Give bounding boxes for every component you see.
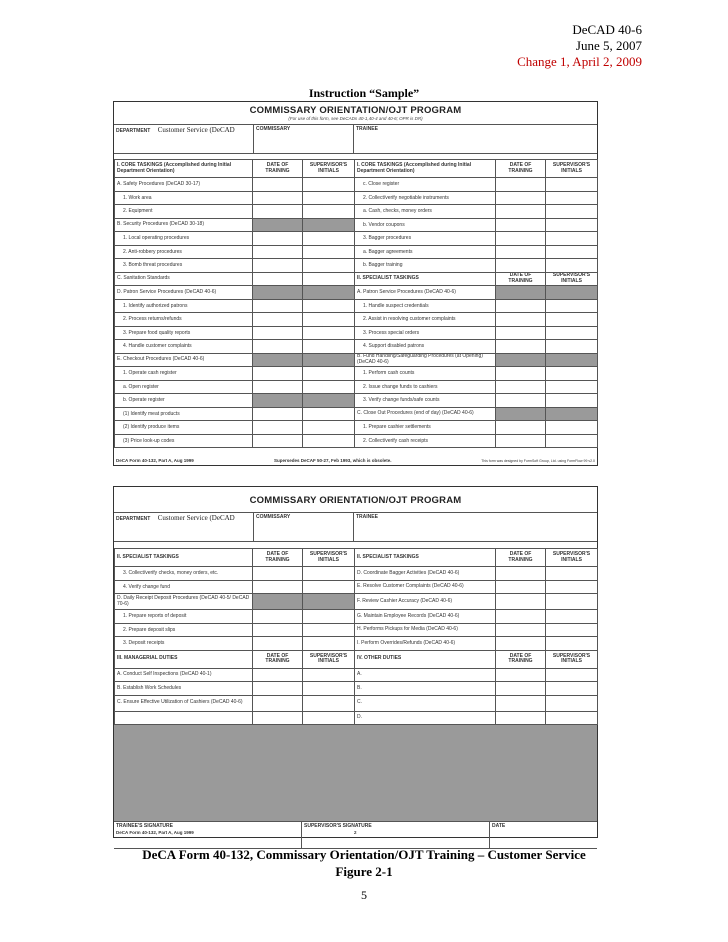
initials-cell <box>546 407 598 421</box>
date-cell[interactable] <box>253 313 303 327</box>
form2-header-row <box>115 549 598 567</box>
date-cell[interactable] <box>496 610 546 624</box>
date-cell[interactable] <box>496 421 546 435</box>
task-label: 2. Anti-robbery procedures <box>115 245 253 259</box>
col-sup-header: SUPERVISOR'S INITIALS <box>546 549 598 567</box>
col-sup-header: SUPERVISOR'S INITIALS <box>303 160 355 178</box>
table-row <box>115 326 598 340</box>
initials-cell[interactable] <box>303 421 355 435</box>
initials-cell[interactable] <box>546 711 598 725</box>
form1-right-header: I. CORE TASKINGS (Accomplished during Initial Department Orientation) <box>355 160 496 178</box>
date-cell[interactable] <box>496 340 546 354</box>
date-cell[interactable] <box>496 299 546 313</box>
task-label: C. <box>355 695 496 711</box>
date-cell[interactable] <box>253 299 303 313</box>
form2-footer-page: 2 <box>354 830 357 835</box>
task-label: 3. Collect/verify checks, money orders, etc. <box>115 567 253 581</box>
initials-cell[interactable] <box>546 191 598 205</box>
date-cell[interactable] <box>253 326 303 340</box>
form2-department-field[interactable] <box>114 513 254 541</box>
date-cell <box>496 407 546 421</box>
task-label <box>115 711 253 725</box>
date-cell <box>496 286 546 300</box>
task-label: 3. Verify change funds/safe counts <box>355 394 496 408</box>
task-label: 1. Work area <box>115 191 253 205</box>
task-label: F. Review Cashier Accuracy (DeCAD 40-6) <box>355 594 496 610</box>
date-cell <box>253 594 303 610</box>
task-label: c. Close register <box>355 178 496 192</box>
initials-cell[interactable] <box>303 434 355 448</box>
initials-cell[interactable] <box>303 407 355 421</box>
date-cell[interactable] <box>496 367 546 381</box>
task-label: B. Establish Work Schedules <box>115 682 253 696</box>
form2-trainee-field[interactable] <box>354 513 597 541</box>
date-cell[interactable] <box>253 421 303 435</box>
table-row <box>115 259 598 273</box>
col-date-header: DATE OF TRAINING <box>496 549 546 567</box>
date-cell[interactable] <box>253 434 303 448</box>
table-row <box>115 218 598 232</box>
table-row <box>115 286 598 300</box>
col-sup-header: SUPERVISOR'S INITIALS <box>303 549 355 567</box>
date-cell[interactable] <box>253 711 303 725</box>
initials-cell[interactable] <box>303 567 355 581</box>
table-row <box>115 272 598 286</box>
initials-cell[interactable] <box>546 637 598 651</box>
date-cell <box>496 353 546 367</box>
date-cell[interactable] <box>496 205 546 219</box>
date-cell[interactable] <box>496 637 546 651</box>
supervisor-signature-label: SUPERVISOR'S SIGNATURE <box>304 823 372 829</box>
form1-left-header: I. CORE TASKINGS (Accomplished during Initial Department Orientation) <box>115 160 253 178</box>
initials-cell[interactable] <box>303 610 355 624</box>
initials-cell[interactable] <box>303 695 355 711</box>
task-label: 2. Collect/verify negotiable instruments <box>355 191 496 205</box>
other-duties-header: IV. OTHER DUTIES <box>355 650 496 668</box>
task-label: A. Safety Procedures (DeCAD 30-17) <box>115 178 253 192</box>
task-label: H. Performs Pickups for Media (DeCAD 40-6) <box>355 623 496 637</box>
date-cell[interactable] <box>253 407 303 421</box>
initials-cell[interactable] <box>546 580 598 594</box>
date-cell[interactable] <box>496 313 546 327</box>
initials-cell[interactable] <box>303 682 355 696</box>
initials-cell[interactable] <box>546 623 598 637</box>
table-row <box>115 367 598 381</box>
form1-footer-mid: Supersedes DeCAF 50-27, Feb 1993, which is obsolete. <box>274 458 392 463</box>
initials-cell[interactable] <box>546 695 598 711</box>
initials-cell[interactable] <box>546 245 598 259</box>
task-label: D. Patron Service Procedures (DeCAD 40-6) <box>115 286 253 300</box>
date-cell[interactable] <box>496 434 546 448</box>
initials-cell[interactable] <box>303 272 355 286</box>
date-label: DATE <box>492 823 506 829</box>
doc-date: June 5, 2007 <box>575 38 642 53</box>
table-row <box>115 682 598 696</box>
initials-cell[interactable] <box>546 380 598 394</box>
task-label: 4. Verify change fund <box>115 580 253 594</box>
initials-cell[interactable] <box>546 205 598 219</box>
date-cell[interactable] <box>496 668 546 682</box>
task-label: G. Maintain Employee Records (DeCAD 40-6) <box>355 610 496 624</box>
task-label: A. Conduct Self Inspections (DeCAD 40-1) <box>115 668 253 682</box>
initials-cell[interactable] <box>303 205 355 219</box>
task-label: 2. Equipment <box>115 205 253 219</box>
task-label: E. Resolve Customer Complaints (DeCAD 40-6) <box>355 580 496 594</box>
form2-footer-left: DeCA Form 40-132, Part A, Aug 1999 <box>116 830 194 835</box>
department-value: Customer Service (DeCAD <box>157 126 235 134</box>
caption-line-1: DeCA Form 40-132, Commissary Orientation/OJT Training – Customer Service <box>142 847 586 862</box>
col-sup-header: SUPERVISOR'S INITIALS <box>546 272 598 286</box>
date-cell[interactable] <box>253 682 303 696</box>
task-label: B. Security Procedures (DeCAD 30-18) <box>115 218 253 232</box>
col-sup-header: SUPERVISOR'S INITIALS <box>546 650 598 668</box>
doc-change: Change 1, April 2, 2009 <box>517 54 642 69</box>
task-label: a. Cash, checks, money orders <box>355 205 496 219</box>
task-label: a. Bagger agreements <box>355 245 496 259</box>
initials-cell <box>303 218 355 232</box>
initials-cell <box>546 353 598 367</box>
trainee-label: TRAINEE <box>356 126 378 132</box>
table-row <box>115 567 598 581</box>
table-row <box>115 191 598 205</box>
initials-cell[interactable] <box>546 594 598 610</box>
initials-cell[interactable] <box>303 340 355 354</box>
initials-cell[interactable] <box>303 326 355 340</box>
initials-cell <box>303 594 355 610</box>
date-cell[interactable] <box>253 205 303 219</box>
table-row <box>115 434 598 448</box>
form2-commissary-field[interactable] <box>254 513 354 541</box>
task-label: 2. Issue change funds to cashiers <box>355 380 496 394</box>
task-label: b. Bagger training <box>355 259 496 273</box>
task-label: C. Sanitation Standards <box>115 272 253 286</box>
initials-cell[interactable] <box>303 232 355 246</box>
date-cell[interactable] <box>496 594 546 610</box>
date-cell[interactable] <box>253 695 303 711</box>
table-row <box>115 594 598 610</box>
date-cell[interactable] <box>253 637 303 651</box>
date-cell[interactable] <box>496 695 546 711</box>
date-cell[interactable] <box>253 340 303 354</box>
table-row <box>115 313 598 327</box>
initials-cell[interactable] <box>303 711 355 725</box>
task-label: 1. Operate cash register <box>115 367 253 381</box>
initials-cell[interactable] <box>303 623 355 637</box>
initials-cell[interactable] <box>546 567 598 581</box>
col-date-header: DATE OF TRAINING <box>496 272 546 286</box>
initials-cell[interactable] <box>303 245 355 259</box>
task-label: D. Coordinate Bagger Activities (DeCAD 40-6) <box>355 567 496 581</box>
date-cell[interactable] <box>496 711 546 725</box>
date-cell[interactable] <box>496 682 546 696</box>
figure-caption <box>0 846 728 880</box>
date-cell[interactable] <box>253 245 303 259</box>
form2-shaded-block <box>114 725 597 822</box>
task-label: 3. Prepare food quality reports <box>115 326 253 340</box>
commissary-label: COMMISSARY <box>256 126 291 132</box>
task-label: E. Checkout Procedures (DeCAD 40-6) <box>115 353 253 367</box>
supervisor-signature-field[interactable] <box>302 822 490 848</box>
date-cell[interactable] <box>496 394 546 408</box>
department-label: DEPARTMENT <box>116 128 151 134</box>
date-cell <box>253 286 303 300</box>
initials-cell[interactable] <box>303 580 355 594</box>
date-cell[interactable] <box>496 326 546 340</box>
department-value: Customer Service (DeCAD <box>157 514 235 522</box>
table-row <box>115 711 598 725</box>
table-row <box>115 394 598 408</box>
initials-cell[interactable] <box>546 434 598 448</box>
initials-cell[interactable] <box>546 259 598 273</box>
date-cell[interactable] <box>253 610 303 624</box>
task-label: 2. Assist in resolving customer complaints <box>355 313 496 327</box>
table-row <box>115 380 598 394</box>
date-cell[interactable] <box>496 259 546 273</box>
form2-signature-row <box>114 822 597 849</box>
initials-cell <box>303 353 355 367</box>
date-cell[interactable] <box>253 191 303 205</box>
task-label: b. Operate register <box>115 394 253 408</box>
initials-cell <box>303 286 355 300</box>
initials-cell[interactable] <box>546 682 598 696</box>
date-cell[interactable] <box>496 623 546 637</box>
task-label: 3. Bagger procedures <box>355 232 496 246</box>
date-cell[interactable] <box>496 218 546 232</box>
table-row <box>115 205 598 219</box>
initials-cell[interactable] <box>546 218 598 232</box>
col-date-header: DATE OF TRAINING <box>253 549 303 567</box>
initials-cell[interactable] <box>546 313 598 327</box>
task-label: (2) Identify produce items <box>115 421 253 435</box>
task-label: a. Open register <box>115 380 253 394</box>
date-cell[interactable] <box>496 178 546 192</box>
trainee-signature-label: TRAINEE'S SIGNATURE <box>116 823 173 829</box>
initials-cell[interactable] <box>303 367 355 381</box>
form2-left-header: II. SPECIALIST TASKINGS <box>115 549 253 567</box>
task-label: I. Perform Overrides/Refunds (DeCAD 40-6) <box>355 637 496 651</box>
form2-title: COMMISSARY ORIENTATION/OJT PROGRAM <box>249 495 462 506</box>
table-row <box>115 580 598 594</box>
task-label: 2. Process returns/refunds <box>115 313 253 327</box>
caption-line-2: Figure 2-1 <box>335 864 393 879</box>
initials-cell <box>546 286 598 300</box>
page-number: 5 <box>361 888 367 902</box>
table-row <box>115 637 598 651</box>
task-label: 4. Handle customer complaints <box>115 340 253 354</box>
table-row <box>115 245 598 259</box>
task-label: 1. Perform cash counts <box>355 367 496 381</box>
date-field[interactable] <box>490 822 597 848</box>
form1-department-field[interactable] <box>114 125 254 153</box>
initials-cell[interactable] <box>546 610 598 624</box>
task-label: 3. Deposit receipts <box>115 637 253 651</box>
date-cell[interactable] <box>496 580 546 594</box>
doc-id: DeCAD 40-6 <box>572 22 642 37</box>
table-row <box>115 610 598 624</box>
initials-cell <box>303 394 355 408</box>
sample-title: Instruction “Sample” <box>308 86 420 100</box>
col-sup-header: SUPERVISOR'S INITIALS <box>303 650 355 668</box>
commissary-label: COMMISSARY <box>256 514 291 520</box>
task-label: 1. Handle suspect credentials <box>355 299 496 313</box>
task-label: (1) Identify meat products <box>115 407 253 421</box>
task-label: 2. Prepare deposit slips <box>115 623 253 637</box>
task-label: C. Close Out Procedures (end of day) (DeCAD 40-6) <box>355 407 496 421</box>
form1-trainee-field[interactable] <box>354 125 597 153</box>
table-row <box>115 407 598 421</box>
initials-cell[interactable] <box>546 326 598 340</box>
col-date-header: DATE OF TRAINING <box>253 160 303 178</box>
date-cell[interactable] <box>496 245 546 259</box>
task-label: 3. Process special orders <box>355 326 496 340</box>
col-date-header: DATE OF TRAINING <box>496 650 546 668</box>
form2-right-header: II. SPECIALIST TASKINGS <box>355 549 496 567</box>
initials-cell[interactable] <box>546 394 598 408</box>
form1-footer-left: DeCA Form 40-132, Part A, Aug 1999 <box>116 458 194 463</box>
initials-cell[interactable] <box>546 178 598 192</box>
date-cell[interactable] <box>496 232 546 246</box>
initials-cell[interactable] <box>303 178 355 192</box>
col-date-header: DATE OF TRAINING <box>496 160 546 178</box>
task-label: D. Daily Receipt Deposit Procedures (DeCAD 40-5/ DeCAD 70-6) <box>115 594 253 610</box>
table-row <box>115 299 598 313</box>
table-row <box>115 340 598 354</box>
task-label: b. Vendor coupons <box>355 218 496 232</box>
initials-cell[interactable] <box>303 637 355 651</box>
date-cell[interactable] <box>253 567 303 581</box>
initials-cell[interactable] <box>303 259 355 273</box>
trainee-label: TRAINEE <box>356 514 378 520</box>
date-cell[interactable] <box>253 272 303 286</box>
initials-cell[interactable] <box>303 191 355 205</box>
initials-cell[interactable] <box>303 299 355 313</box>
form1-title: COMMISSARY ORIENTATION/OJT PROGRAM <box>249 105 462 116</box>
task-label: 1. Prepare reports of deposit <box>115 610 253 624</box>
form2-header-row-2 <box>115 650 598 668</box>
table-row <box>115 623 598 637</box>
date-cell[interactable] <box>253 259 303 273</box>
date-cell[interactable] <box>496 191 546 205</box>
table-row <box>115 232 598 246</box>
form-page-1 <box>113 101 598 466</box>
date-cell <box>253 394 303 408</box>
department-label: DEPARTMENT <box>116 516 151 522</box>
col-sup-header: SUPERVISOR'S INITIALS <box>546 160 598 178</box>
table-row <box>115 695 598 711</box>
table-row <box>115 668 598 682</box>
initials-cell[interactable] <box>546 232 598 246</box>
task-label: A. <box>355 668 496 682</box>
task-label: C. Ensure Effective Utilization of Cashiers (DeCAD 40-6) <box>115 695 253 711</box>
task-label: 2. Collect/verify cash receipts <box>355 434 496 448</box>
form1-subtitle: (For use of this form, see DeCADs 40-1,40-4 and 40-6; OPR is DR) <box>288 116 423 121</box>
task-label: 1. Prepare cashier settlements <box>355 421 496 435</box>
task-label: B. Fund Handling/Safeguarding Procedures (at Opening) (DeCAD 40-6) <box>355 353 496 367</box>
date-cell[interactable] <box>253 580 303 594</box>
initials-cell[interactable] <box>546 367 598 381</box>
form1-info-row <box>114 124 597 154</box>
initials-cell[interactable] <box>546 668 598 682</box>
form2-info-row <box>114 512 597 542</box>
form1-table <box>114 159 598 448</box>
initials-cell[interactable] <box>546 299 598 313</box>
table-row <box>115 353 598 367</box>
initials-cell[interactable] <box>303 313 355 327</box>
form1-commissary-field[interactable] <box>254 125 354 153</box>
managerial-header: III. MANAGERIAL DUTIES <box>115 650 253 668</box>
task-label: 1. Identify authorized patrons <box>115 299 253 313</box>
date-cell <box>253 218 303 232</box>
date-cell <box>253 353 303 367</box>
date-cell[interactable] <box>253 232 303 246</box>
task-label: D. <box>355 711 496 725</box>
form1-footer-right: This form was designed by FormSoft Group, Ltd. using FormFlow 99 v2.0 <box>481 459 595 463</box>
date-cell[interactable] <box>496 380 546 394</box>
date-cell[interactable] <box>253 380 303 394</box>
task-label: 1. Local operating procedures <box>115 232 253 246</box>
date-cell[interactable] <box>496 567 546 581</box>
initials-cell[interactable] <box>303 380 355 394</box>
table-row <box>115 421 598 435</box>
form2-table <box>114 548 598 725</box>
task-label: B. <box>355 682 496 696</box>
doc-header <box>517 22 642 70</box>
col-date-header: DATE OF TRAINING <box>253 650 303 668</box>
date-cell[interactable] <box>253 178 303 192</box>
form-page-2 <box>113 486 598 838</box>
task-label: 4. Support disabled patrons <box>355 340 496 354</box>
task-label: 3. Bomb threat procedures <box>115 259 253 273</box>
initials-cell[interactable] <box>546 421 598 435</box>
task-label: (3) Price look-up codes <box>115 434 253 448</box>
trainee-signature-field[interactable] <box>114 822 302 848</box>
specialist-header: II. SPECIALIST TASKINGS <box>355 272 496 286</box>
task-label: A. Patron Service Procedures (DeCAD 40-6) <box>355 286 496 300</box>
date-cell[interactable] <box>253 623 303 637</box>
initials-cell[interactable] <box>546 340 598 354</box>
table-row <box>115 178 598 192</box>
date-cell[interactable] <box>253 668 303 682</box>
initials-cell[interactable] <box>303 668 355 682</box>
form1-header-row <box>115 160 598 178</box>
date-cell[interactable] <box>253 367 303 381</box>
